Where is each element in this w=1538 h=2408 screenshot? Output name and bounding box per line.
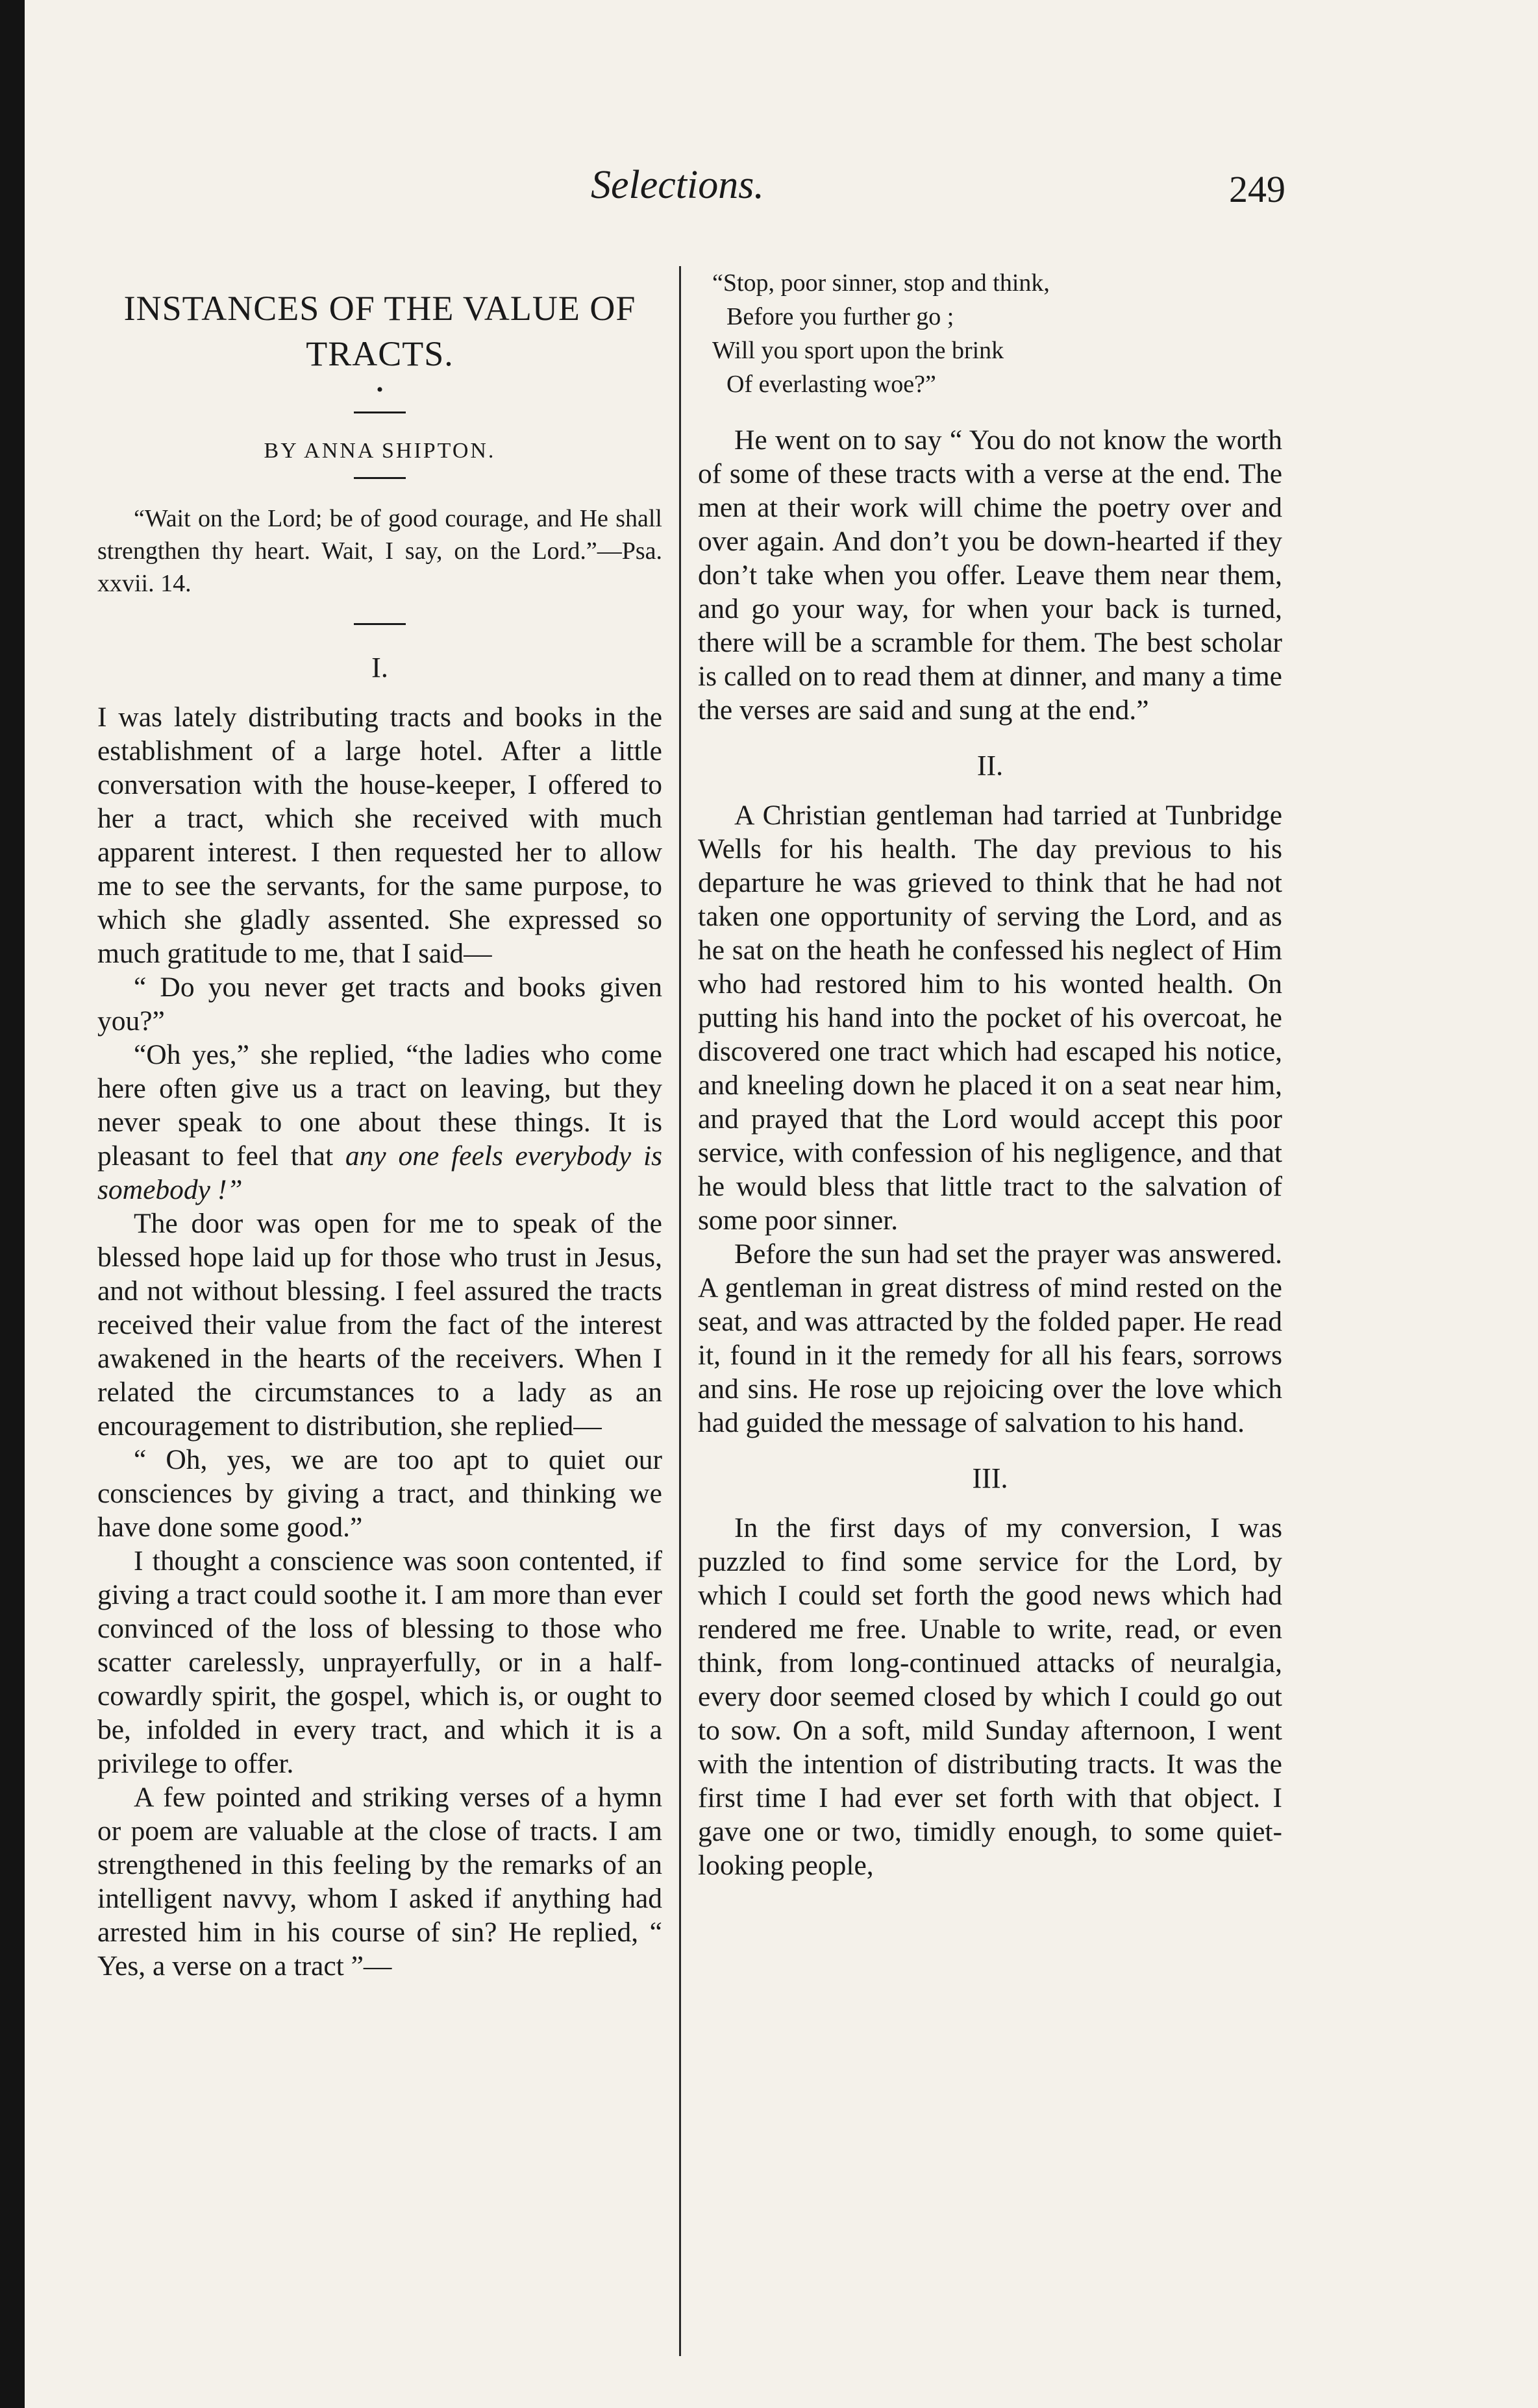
byline: BY ANNA SHIPTON. <box>264 439 496 463</box>
paragraph: A few pointed and striking verses of a hymn or poem are valuable at the close of tracts. I am strengthened in this feeling by the remarks of an intelligent navvy, whom I asked if anything had arrested him in his course of sin? He replied, “ Yes, a verse on a tract ”— <box>97 1782 662 1982</box>
paragraph: I was lately distributing tracts and books in the establishment of a large hotel. After a little conversation with the house-keeper, I offered to her a tract, which she received with much apparent interest. I then requested her to allow me to see the servants, for the same purpose, to which she gladly assented. She expressed so much gratitude to me, that I said— <box>97 702 662 969</box>
page-header <box>97 151 1285 228</box>
paragraph: In the first days of my conversion, I was puzzled to find some service for the Lord, by which I could set forth the good news which had rendered me free. Unable to write, read, or even think, from long-continued attacks of neuralgia, every door seemed closed by which I could go out to sow. On a soft, mild Sunday afternoon, I went with the intention of distributing tracts. It was the first time I had ever set forth with that object. I gave one or two, timidly enough, to some quiet-looking people, <box>698 1512 1282 1881</box>
running-head: Selections. <box>591 163 764 207</box>
poem-line: Of everlasting woe?” <box>726 371 936 398</box>
title-bullet: • <box>376 379 384 400</box>
paragraph <box>97 1038 662 1207</box>
paragraph: “ Oh, yes, we are too apt to quiet our consciences by giving a tract, and thinking we have done some good.” <box>97 1444 662 1543</box>
section-numeral-2: II. <box>976 750 1004 781</box>
title-rule <box>354 412 406 413</box>
page-number: 249 <box>1229 168 1285 210</box>
poem-line: Before you further go ; <box>726 303 954 330</box>
poem-verse <box>698 266 1282 401</box>
paragraph: Before the sun had set the prayer was answered. A gentleman in great distress of mind rested on the seat, and was attracted by the folded paper. He read it, found in it the remedy for all his fears, sorrows and sins. He rose up rejoicing over the love which had guided the message of salvation to his hand. <box>698 1238 1282 1438</box>
paragraph: He went on to say “ You do not know the worth of some of these tracts with a verse at the end. The men at their work will chime the poetry over and over again. And don’t you be down-hearted if they don’t take when you offer. Leave them near them, and go your way, for when your back is turned, there will be a scramble for them. The best scholar is called on to read them at dinner, and many a time the verses are said and sung at the end.” <box>698 424 1282 726</box>
binding-gutter <box>0 0 25 2408</box>
epigraph: “Wait on the Lord; be of good courage, and He shall strengthen thy heart. Wait, I say, on the Lord.”—Psa. xxvii. 14. <box>97 505 662 597</box>
section-numeral-3: III. <box>972 1462 1008 1494</box>
left-column <box>97 266 662 1983</box>
poem-line: “Stop, poor sinner, stop and think, <box>712 269 1050 297</box>
section-numeral-1: I. <box>371 652 388 683</box>
column-divider <box>679 266 681 2356</box>
paragraph: A Christian gentleman had tarried at Tunbridge Wells for his health. The day previous to his departure he was grieved to think that he had not taken one opportunity of serving the Lord, and as he sat on the heath he confessed his neglect of Him who had restored him to his wonted health. On putting his hand into the pocket of his overcoat, he discovered one tract which had escaped his notice, and kneeling down he placed it on a seat near him, and prayed that the Lord would accept this poor service, with confession of his negligence, and that he would bless that little tract to the salvation of some poor sinner. <box>698 800 1282 1236</box>
paragraph: “ Do you never get tracts and books given you?” <box>97 972 662 1037</box>
paragraph: The door was open for me to speak of the blessed hope laid up for those who trust in Jesus, and not without blessing. I feel assured the tracts received their value from the fact of the interest awakened in the hearts of the receivers. When I related the circumstances to a lady as an encouragement to distribution, she replied— <box>97 1208 662 1442</box>
poem-line: Will you sport upon the brink <box>712 337 1004 364</box>
paragraph: I thought a conscience was soon contented, if giving a tract could soothe it. I am more than ever convinced of the loss of blessing to those who scatter carelessly, unprayerfully, or in a half-cowardly spirit, the gospel, which is, or ought to be, infolded in every tract, and which it is a privilege to offer. <box>97 1545 662 1779</box>
right-column <box>698 266 1282 1882</box>
epigraph-rule <box>354 623 406 625</box>
paragraph-text: “Oh yes,” she replied, “the ladies who come here often give us a tract on leaving, but they never speak to one about these things. It is pleasant to feel that <box>97 1039 662 1172</box>
byline-rule <box>354 477 406 479</box>
article-title: INSTANCES OF THE VALUE OF TRACTS. <box>123 289 636 373</box>
emphasis-text: any one feels everybody is somebody !” <box>97 1140 663 1205</box>
